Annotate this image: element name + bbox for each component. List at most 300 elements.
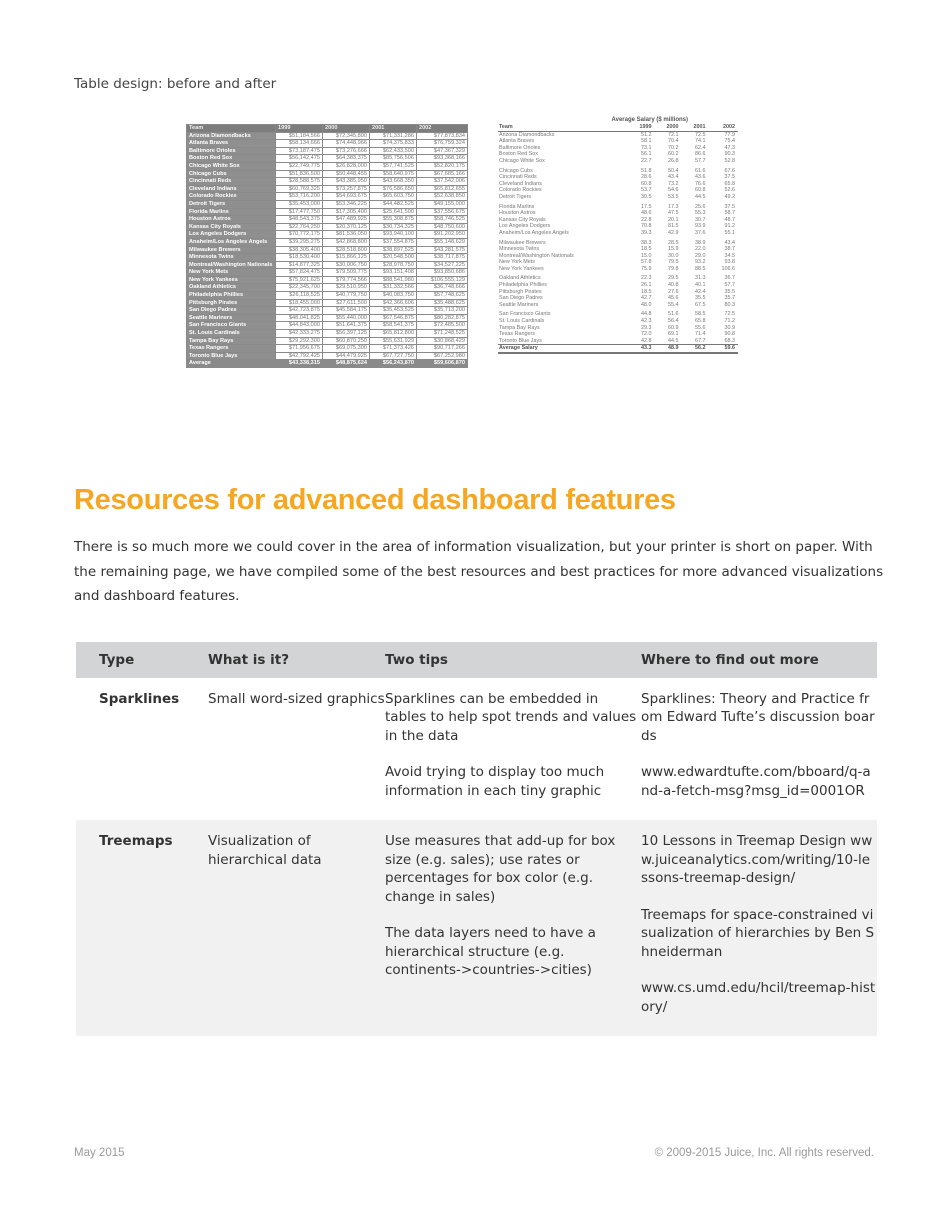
salary-cell: 18.5 [640,288,652,295]
salary-cell: $47,489,925 [322,216,369,224]
team-cell: Kansas City Royals [187,223,276,231]
salary-cell: 35.5 [724,288,735,295]
salary-cell: $106,555,129 [416,276,467,284]
salary-cell: $90,717,266 [416,345,467,353]
after-table-row [498,194,738,201]
salary-cell: 30.5 [640,193,652,200]
team-cell: New York Yankees [499,265,544,272]
after-header-cell: 2001 [681,124,708,131]
table-comparison-figure [186,116,738,408]
average-cell: $43,338,315 [276,360,323,368]
after-table-row [498,237,738,247]
average-label: Average [187,360,276,368]
salary-cell: 17.5 [640,203,652,210]
salary-cell: 90.3 [724,151,735,158]
salary-cell: 52.8 [724,157,735,164]
resource-what: Visualization of hierarchical data [208,820,385,1036]
after-table-row [498,295,738,302]
team-cell: Houston Astros [187,216,276,224]
after-table-row [498,282,738,289]
average-cell: $48,875,624 [322,360,369,368]
salary-cell: 22.3 [640,275,652,282]
after-table-row [498,138,738,145]
salary-cell: 71.2 [724,318,735,325]
before-table-row [187,147,468,155]
team-cell: Anaheim/Los Angeles Angels [499,229,569,236]
after-table-row [498,272,738,282]
after-table-row [498,174,738,181]
salary-cell: 43.4 [667,174,679,181]
salary-cell: 42.9 [667,229,679,236]
tip-text: Use measures that add-up for box size (e.g. sales); use rates or percentages for box color (e.g. change in sales) [385,833,616,905]
salary-cell: 51.6 [667,311,679,318]
after-table-row [498,302,738,309]
salary-cell: 42.3 [640,318,652,325]
salary-cell: $58,134,666 [276,140,323,148]
header-what: What is it? [208,642,385,678]
team-cell: Minnesota Twins [499,246,540,253]
before-table-row [187,178,468,186]
salary-cell: $42,366,606 [369,299,416,307]
salary-cell: $56,397,125 [322,330,369,338]
salary-cell: 22.7 [640,157,652,164]
salary-cell: $40,779,750 [322,292,369,300]
salary-cell: 26.1 [640,282,652,289]
salary-cell: $42,333,275 [276,330,323,338]
salary-cell: $79,509,775 [322,269,369,277]
salary-cell: $74,448,966 [322,140,369,148]
after-table-super-header: Average Salary ($ millions) [611,117,688,123]
salary-cell: 86.6 [694,151,706,158]
tip-text: Sparklines can be embedded in tables to help spot trends and values in the data [385,690,637,744]
salary-cell: $14,877,325 [276,261,323,269]
before-table-row [187,254,468,262]
salary-cell: 45.6 [667,295,679,302]
salary-cell: $49,155,000 [416,200,467,208]
team-cell: San Diego Padres [187,307,276,315]
salary-cell: 20.1 [667,216,679,223]
before-table-row [187,269,468,277]
team-cell: Detroit Tigers [187,200,276,208]
tip-text: Avoid trying to display too much information in each tiny graphic [385,764,605,799]
team-cell: Minnesota Twins [187,254,276,262]
salary-cell: 93.2 [694,259,706,266]
salary-cell: $31,332,566 [369,284,416,292]
team-cell: Florida Marlins [187,208,276,216]
team-cell: Tampa Bay Rays [187,337,276,345]
before-table-row [187,337,468,345]
salary-cell: 30.9 [724,324,735,331]
salary-cell: 69.1 [667,331,679,338]
team-cell: Chicago Cubs [187,170,276,178]
team-cell: Seattle Mariners [499,301,539,308]
salary-cell: $57,741,525 [369,162,416,170]
salary-cell: $17,477,750 [276,208,323,216]
after-table-row [498,210,738,217]
salary-cell: $67,252,980 [416,352,467,360]
team-cell: Oakland Athletics [187,284,276,292]
salary-cell: $71,248,525 [416,330,467,338]
before-table-row [187,246,468,254]
before-table-row [187,231,468,239]
team-cell: Philadelphia Phillies [499,282,547,289]
salary-cell: $28,518,800 [322,246,369,254]
salary-cell: $53,346,225 [322,200,369,208]
salary-cell: 73.1 [640,144,652,151]
salary-cell: $76,759,324 [416,140,467,148]
salary-cell: 29.0 [694,252,706,259]
salary-cell: 30.0 [667,252,679,259]
salary-cell: $60,769,325 [276,185,323,193]
salary-cell: $48,750,600 [416,223,467,231]
team-cell: Oakland Athletics [499,275,541,282]
section-heading: Resources for advanced dashboard features [74,484,676,516]
salary-cell: 39.3 [640,229,652,236]
salary-cell: 30.7 [694,216,706,223]
before-table-row [187,216,468,224]
salary-cell: 48.7 [724,216,735,223]
salary-cell: 79.5 [667,259,679,266]
before-header-cell: 2001 [369,125,416,133]
salary-cell: 52.6 [724,187,735,194]
salary-cell: 47.5 [667,210,679,217]
salary-cell: $88,541,980 [369,276,416,284]
salary-cell: 38.9 [694,239,706,246]
salary-cell: 35.5 [694,295,706,302]
salary-cell: $81,536,050 [322,231,369,239]
team-cell: Colorado Rockies [499,187,542,194]
salary-cell: 42.7 [640,295,652,302]
salary-cell: 37.5 [724,203,735,210]
after-table-row [498,187,738,194]
resource-row-sparklines [76,678,877,821]
salary-cell: 40.1 [694,282,706,289]
resource-tips [385,678,641,821]
salary-cell: $35,713,200 [416,307,467,315]
salary-cell: 53.7 [640,187,652,194]
salary-cell: 36.7 [724,275,735,282]
after-table-row [498,201,738,211]
header-where: Where to find out more [641,642,877,678]
salary-cell: 28.6 [640,174,652,181]
salary-cell: $93,940,100 [369,231,416,239]
before-table-row [187,276,468,284]
salary-cell: 44.5 [667,337,679,344]
salary-cell: 48.0 [640,301,652,308]
salary-cell: $48,543,375 [276,216,323,224]
before-table-row [187,345,468,353]
before-table-row [187,185,468,193]
after-table-row [498,165,738,175]
before-header-cell: 2000 [322,125,369,133]
salary-cell: $18,455,000 [276,299,323,307]
salary-cell: $18,530,400 [276,254,323,262]
salary-cell: $65,812,800 [369,330,416,338]
before-table-row [187,208,468,216]
after-header-cell: 2000 [654,124,681,131]
reference-link[interactable]: www.cs.umd.edu/hcil/treemap-history/ [641,980,876,1015]
salary-cell: 75.9 [640,265,652,272]
salary-cell: 68.3 [724,337,735,344]
team-cell: New York Yankees [187,276,276,284]
salary-cell: $57,824,475 [276,269,323,277]
salary-cell: 70.2 [667,144,679,151]
salary-cell: 72.1 [667,131,679,138]
salary-cell: 18.5 [640,246,652,253]
before-table-row [187,322,468,330]
salary-cell: 54.6 [667,187,679,194]
team-cell: Arizona Diamondbacks [499,131,555,138]
salary-cell: $73,276,666 [322,147,369,155]
after-table-row [498,338,738,345]
salary-cell: $30,734,325 [369,223,416,231]
before-table-header [187,125,468,133]
salary-cell: $72,345,800 [322,132,369,140]
salary-cell: $30,006,750 [322,261,369,269]
team-cell: New York Mets [499,259,535,266]
after-table-row [498,289,738,296]
salary-cell: $34,527,225 [416,261,467,269]
after-table-row [498,308,738,318]
salary-cell: $67,727,750 [369,352,416,360]
salary-cell: 22.0 [694,246,706,253]
team-cell: Boston Red Sox [499,151,538,158]
salary-cell: $58,746,525 [416,216,467,224]
salary-cell: 62.4 [694,144,706,151]
salary-cell: 37.5 [724,174,735,181]
salary-cell: $75,921,625 [276,276,323,284]
salary-cell: $72,485,500 [416,322,467,330]
salary-cell: 65.8 [694,318,706,325]
after-table-row [498,331,738,338]
salary-cell: $52,638,850 [416,193,467,201]
salary-cell: 55.1 [724,229,735,236]
before-table-body [187,132,468,367]
team-cell: St. Louis Cardinals [187,330,276,338]
salary-cell: $37,554,875 [369,238,416,246]
resource-type: Sparklines [76,678,208,821]
average-label: Average Salary [498,345,627,353]
after-table-row [498,325,738,332]
salary-cell: $54,693,675 [322,193,369,201]
salary-cell: 58.7 [724,210,735,217]
average-cell: 56.2 [681,345,708,353]
salary-cell: 70.4 [667,138,679,145]
footer-copyright: © 2009-2015 Juice, Inc. All rights reserved. [654,1147,874,1159]
salary-cell: 67.7 [694,337,706,344]
salary-cell: 61.6 [694,167,706,174]
salary-cell: 77.9 [724,131,735,138]
reference-link[interactable]: www.edwardtufte.com/bboard/q-and-a-fetch-msg?msg_id=0001OR [641,764,871,799]
salary-cell: 53.5 [667,193,679,200]
salary-cell: $70,772,175 [276,231,323,239]
salary-cell: $40,083,750 [369,292,416,300]
resource-type: Treemaps [76,820,208,1036]
before-table-row [187,223,468,231]
salary-cell: 57.7 [694,157,706,164]
resource-tips [385,820,641,1036]
salary-cell: 60.8 [640,180,652,187]
salary-cell: 42.4 [694,288,706,295]
team-cell: Milwaukee Brewers [187,246,276,254]
salary-cell: 28.5 [667,239,679,246]
salary-cell: 34.5 [724,252,735,259]
salary-cell: $51,836,500 [276,170,323,178]
salary-cell: $62,433,500 [369,147,416,155]
after-table-row [498,217,738,224]
salary-cell: 40.8 [667,282,679,289]
after-table-header [498,124,738,131]
after-average-row [498,345,738,353]
after-table-row [498,266,738,273]
salary-cell: 42.8 [640,337,652,344]
resources-table [76,642,877,1036]
salary-cell: 55.6 [694,324,706,331]
team-cell: Montreal/Washington Nationals [187,261,276,269]
salary-cell: $20,548,500 [369,254,416,262]
salary-cell: $17,305,400 [322,208,369,216]
salary-cell: $51,641,375 [322,322,369,330]
team-cell: Detroit Tigers [499,193,532,200]
salary-cell: 88.5 [694,265,706,272]
salary-cell: 44.8 [640,311,652,318]
before-header-cell: 1999 [276,125,323,133]
salary-cell: 51.8 [640,167,652,174]
team-cell: San Francisco Giants [499,311,551,318]
team-cell: Cleveland Indians [187,185,276,193]
before-table-row [187,132,468,140]
salary-cell: $58,541,375 [369,322,416,330]
salary-cell: $56,142,475 [276,155,323,163]
salary-cell: $73,257,875 [322,185,369,193]
salary-cell: 35.7 [724,295,735,302]
team-cell: Chicago White Sox [187,162,276,170]
salary-cell: $42,723,875 [276,307,323,315]
average-cell: $56,243,870 [369,360,416,368]
team-cell: Los Angeles Dodgers [187,231,276,239]
before-table-row [187,155,468,163]
before-table-row [187,292,468,300]
salary-cell: 47.3 [724,144,735,151]
salary-cell: 43.6 [694,174,706,181]
before-table-row [187,140,468,148]
salary-cell: $93,850,686 [416,269,467,277]
team-cell: Arizona Diamondbacks [187,132,276,140]
team-cell: Texas Rangers [187,345,276,353]
before-table-row [187,352,468,360]
salary-cell: $69,075,300 [322,345,369,353]
before-table-row [187,193,468,201]
salary-cell: 72.5 [724,311,735,318]
before-table-row [187,162,468,170]
salary-cell: 56.4 [667,318,679,325]
salary-cell: 26.8 [667,157,679,164]
after-table-body [498,131,738,353]
salary-cell: $64,383,375 [322,155,369,163]
team-cell: Cleveland Indians [499,180,542,187]
salary-cell: $51,184,566 [276,132,323,140]
header-type: Type [76,642,208,678]
reference-text: Sparklines: Theory and Practice from Edward Tufte’s discussion boards [641,690,875,744]
after-table-row [498,253,738,260]
salary-cell: $29,510,950 [322,284,369,292]
before-table-row [187,238,468,246]
salary-cell: $43,281,575 [416,246,467,254]
salary-cell: 29.5 [667,275,679,282]
salary-cell: $37,542,006 [416,178,467,186]
salary-cell: 55.4 [667,301,679,308]
salary-cell: $22,345,700 [276,284,323,292]
salary-cell: 76.6 [694,180,706,187]
salary-cell: $43,668,350 [369,178,416,186]
before-table-row [187,261,468,269]
salary-cell: $55,148,629 [416,238,467,246]
before-table-row [187,330,468,338]
salary-cell: $20,370,125 [322,223,369,231]
salary-cell: 56.1 [640,151,652,158]
reference-link[interactable]: 10 Lessons in Treemap Design www.juiceanalytics.com/writing/10-lessons-treemap-design/ [641,833,873,886]
salary-cell: $93,151,408 [369,269,416,277]
tip-text: The data layers need to have a hierarchical structure (e.g. continents->countries->cities) [385,925,596,978]
average-cell: 59.6 [708,345,738,353]
salary-cell: $71,331,286 [369,132,416,140]
resource-where [641,678,877,821]
salary-cell: 93.9 [694,223,706,230]
salary-cell: 81.5 [667,223,679,230]
salary-cell: $71,373,426 [369,345,416,353]
salary-cell: 70.8 [640,223,652,230]
salary-cell: $44,479,925 [322,352,369,360]
salary-cell: 38.3 [640,239,652,246]
salary-cell: 73.2 [667,180,679,187]
team-cell: Seattle Mariners [187,314,276,322]
salary-cell: 106.6 [721,265,735,272]
salary-cell: $71,956,675 [276,345,323,353]
salary-cell: 60.8 [694,187,706,194]
salary-cell: 27.6 [667,288,679,295]
salary-cell: $85,756,506 [369,155,416,163]
team-cell: San Francisco Giants [187,322,276,330]
after-table [498,124,738,354]
before-table-row [187,170,468,178]
resource-where [641,820,877,1036]
salary-cell: $67,546,875 [369,314,416,322]
team-cell: Chicago White Sox [499,157,545,164]
after-table-row [498,151,738,158]
team-cell: Baltimore Orioles [499,144,541,151]
team-cell: Los Angeles Dodgers [499,223,551,230]
team-cell: Kansas City Royals [499,216,546,223]
team-cell: Boston Red Sox [187,155,276,163]
salary-cell: 58.5 [694,311,706,318]
before-header-cell: 2002 [416,125,467,133]
team-cell: Toronto Blue Jays [499,337,542,344]
salary-cell: 91.2 [724,223,735,230]
after-table-row [498,318,738,325]
salary-cell: 71.4 [694,331,706,338]
team-cell: Pittsburgh Pirates [187,299,276,307]
salary-cell: $52,820,175 [416,162,467,170]
salary-cell: $45,584,175 [322,307,369,315]
salary-cell: $53,716,200 [276,193,323,201]
before-average-row [187,360,468,368]
team-cell: Florida Marlins [499,203,535,210]
salary-cell: $91,202,950 [416,231,467,239]
salary-cell: $42,792,425 [276,352,323,360]
salary-cell: $38,305,400 [276,246,323,254]
salary-cell: $35,453,000 [276,200,323,208]
after-table-row [498,230,738,237]
